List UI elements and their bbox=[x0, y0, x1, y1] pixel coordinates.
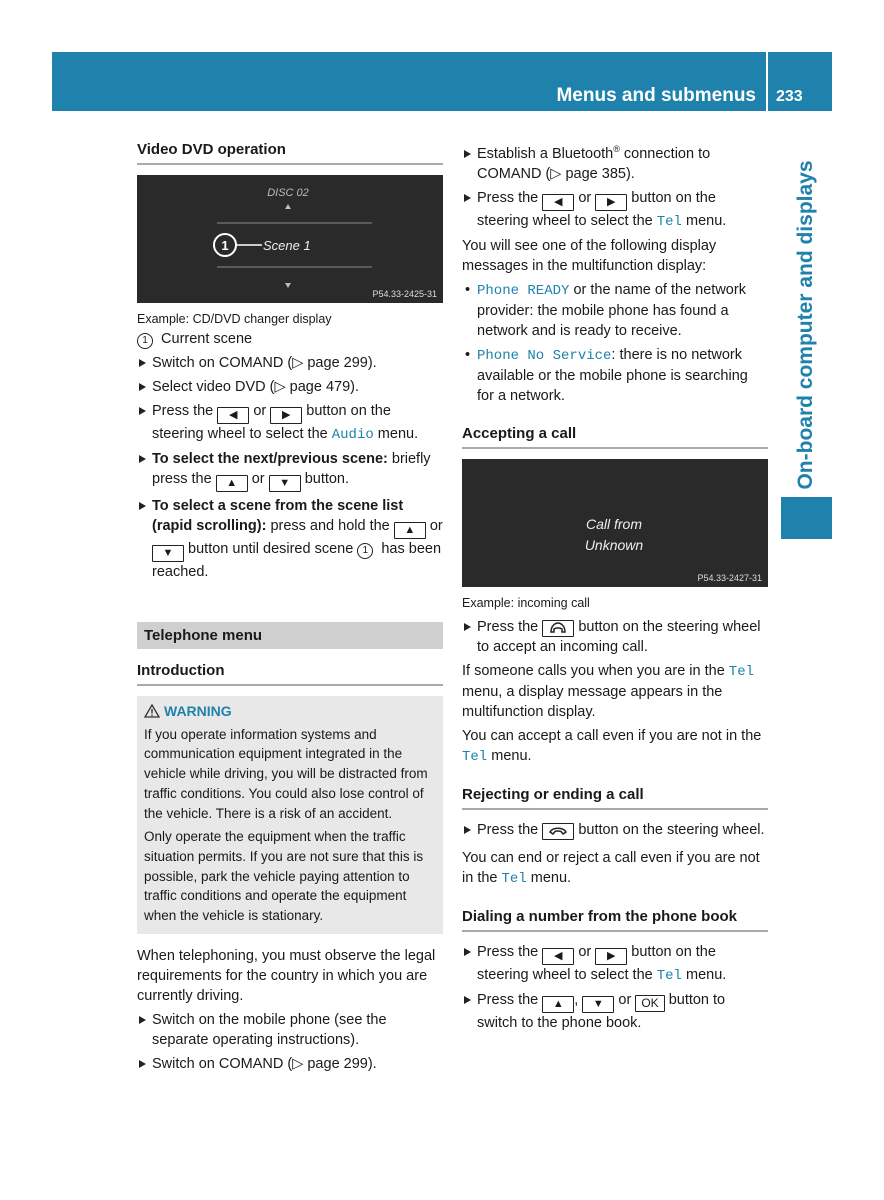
left-arrow-key-icon: ◀ bbox=[542, 948, 574, 965]
accepting-call-heading: Accepting a call bbox=[462, 424, 768, 449]
dvd-display-graphic bbox=[137, 175, 443, 303]
legend-number: 1 bbox=[137, 333, 153, 349]
right-column bbox=[462, 140, 768, 1037]
accept-para-2: You can accept a call even if you are not in the Tel menu. bbox=[462, 728, 762, 765]
up-arrow-key-icon: ▲ bbox=[394, 522, 426, 539]
step-switch-on-comand: Switch on COMAND (▷ page 299). bbox=[137, 1054, 443, 1074]
telephone-menu-heading: Telephone menu bbox=[137, 622, 443, 649]
image-code: P54.33-2425-31 bbox=[372, 289, 437, 299]
page-number: 233 bbox=[776, 88, 803, 105]
phone-accept-key-icon bbox=[542, 620, 574, 637]
scene-marker: 1 bbox=[221, 238, 229, 253]
step-accept-call: Press the button on the steering wheel to accept an incoming call. bbox=[462, 617, 768, 657]
step-select-dvd: Select video DVD (▷ page 479). bbox=[137, 377, 443, 397]
dvd-display-image bbox=[137, 175, 443, 303]
caller-name-text: Unknown bbox=[584, 537, 644, 553]
step-switch-on-phone: Switch on the mobile phone (see the separate operating instructions). bbox=[137, 1010, 443, 1050]
side-tab-label: On-board computer and displays bbox=[794, 160, 817, 490]
right-arrow-key-icon: ▶ bbox=[595, 194, 627, 211]
dvd-caption: Example: CD/DVD changer display bbox=[137, 312, 332, 326]
reject-para: You can end or reject a call even if you are not in the Tel menu. bbox=[462, 850, 760, 887]
phone-end-key-icon bbox=[542, 823, 574, 840]
step-switch-phone-book: Press the ▲ , ▼ or OK button to switch to the phone book. bbox=[462, 990, 768, 1033]
ok-key-icon: OK bbox=[635, 995, 664, 1012]
warning-text-1: If you operate information systems and communication equipment integrated in the vehicle while driving, you will be distracted from traffic conditions. You could also lose control of the vehicle. There is a risk of an accident. bbox=[144, 726, 428, 821]
step-bluetooth: Establish a Bluetooth® connection to COMAND (▷ page 385). bbox=[462, 144, 768, 184]
accept-para-1: If someone calls you when you are in the Tel menu, a display message appears in the multifunction display. bbox=[462, 663, 755, 720]
bullet-phone-no-service: • Phone No Service: there is no network available or the mobile phone is searching for a network. bbox=[462, 345, 768, 406]
call-from-text: Call from bbox=[585, 516, 643, 532]
left-arrow-key-icon: ◀ bbox=[217, 407, 249, 424]
incoming-call-display-image bbox=[462, 459, 768, 587]
audio-menu-name: Audio bbox=[331, 427, 374, 443]
scene-number-icon: 1 bbox=[357, 543, 373, 559]
left-column bbox=[137, 140, 443, 1078]
page-title: Menus and submenus bbox=[556, 85, 756, 106]
side-tab-marker bbox=[781, 497, 832, 539]
up-arrow-key-icon: ▲ bbox=[216, 475, 248, 492]
step-dial-select-tel: Press the ◀ or ▶ button on the steering wheel to select the Tel menu. bbox=[462, 942, 768, 986]
up-arrow-key-icon: ▲ bbox=[542, 996, 574, 1013]
step-scene-list: To select a scene from the scene list (rapid scrolling): press and hold the ▲ or ▼ button until desired scene 1 has been reached. bbox=[137, 496, 443, 582]
telephoning-legal-note: When telephoning, you must observe the legal requirements for the country in which you are currently driving. bbox=[137, 947, 436, 1004]
down-arrow-key-icon: ▼ bbox=[582, 996, 614, 1013]
right-arrow-key-icon: ▶ bbox=[595, 948, 627, 965]
legend-text: Current scene bbox=[161, 331, 253, 347]
step-reject-call: Press the button on the steering wheel. bbox=[462, 820, 768, 840]
disc-label: DISC 02 bbox=[267, 187, 309, 199]
rejecting-call-heading: Rejecting or ending a call bbox=[462, 785, 768, 810]
introduction-heading: Introduction bbox=[137, 661, 443, 686]
warning-triangle-icon bbox=[144, 704, 160, 718]
video-heading: Video DVD operation bbox=[137, 140, 443, 165]
step-next-prev-scene: To select the next/previous scene: briefly press the ▲ or ▼ button. bbox=[137, 449, 443, 492]
legend-item bbox=[137, 329, 443, 349]
bullet-phone-ready: • Phone READY or the name of the network provider: the mobile phone has found a network and is ready to receive. bbox=[462, 280, 768, 341]
image-code: P54.33-2427-31 bbox=[697, 573, 762, 583]
tel-menu-name: Tel bbox=[656, 214, 682, 230]
warning-text-2: Only operate the equipment when the traffic situation permits. If you are not sure that this is possible, park the vehicle paying attention to traffic conditions and operate the equipment when the vehicle is stationary. bbox=[144, 829, 424, 924]
step-press-audio: Press the ◀ or ▶ button on the steering wheel to select the Audio menu. bbox=[137, 401, 443, 445]
scene-label: Scene 1 bbox=[263, 238, 311, 253]
dialing-heading: Dialing a number from the phone book bbox=[462, 907, 768, 932]
left-arrow-key-icon: ◀ bbox=[542, 194, 574, 211]
warning-box bbox=[137, 696, 443, 934]
right-arrow-key-icon: ▶ bbox=[270, 407, 302, 424]
down-arrow-key-icon: ▼ bbox=[269, 475, 301, 492]
display-messages-intro: You will see one of the following display messages in the multifunction display: bbox=[462, 238, 717, 274]
down-arrow-key-icon: ▼ bbox=[152, 545, 184, 562]
step-switch-on: Switch on COMAND (▷ page 299). bbox=[137, 353, 443, 373]
warning-title: WARNING bbox=[144, 702, 436, 722]
incoming-call-caption: Example: incoming call bbox=[462, 596, 590, 610]
incoming-call-graphic bbox=[462, 459, 768, 587]
step-select-tel: Press the ◀ or ▶ button on the steering wheel to select the Tel menu. bbox=[462, 188, 768, 232]
